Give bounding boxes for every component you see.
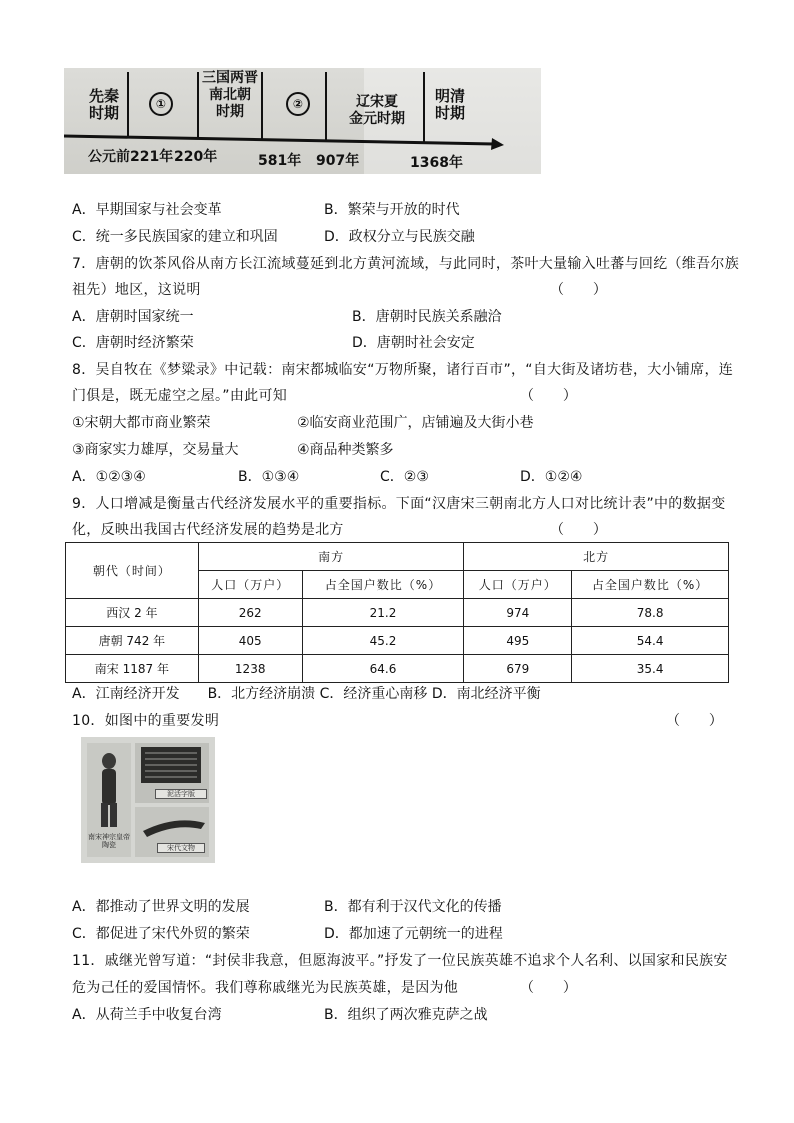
q7-option-c: C．唐朝时经济繁荣 [72, 335, 194, 351]
header-north-pop: 人口（万户） [464, 571, 572, 599]
period-ming-qing: 明清 时期 [434, 87, 465, 122]
header-south: 南方 [198, 543, 464, 571]
q11-stem-line2: 危为己任的爱国情怀。我们尊称戚继光为民族英雄，是因为他 [72, 980, 459, 996]
q7-stem-line1: 7．唐朝的饮茶风俗从南方长江流域蔓延到北方黄河流域，与此同时，茶叶大量输入吐蕃与回纥（维吾尔族 [72, 256, 740, 272]
period-liao-song: 辽宋夏 金元时期 [349, 94, 405, 127]
q8-answer-bracket: （ ） [520, 388, 578, 404]
header-dynasty: 朝代（时间） [66, 543, 199, 599]
cell-dynasty: 西汉 2 年 [66, 599, 199, 627]
q8-option-d: D．①②④ [520, 469, 583, 485]
q11-option-a: A．从荷兰手中收复台湾 [72, 1007, 222, 1023]
year-221bc: 公元前221年 [88, 149, 174, 165]
q9-stem-line2: 化，反映出我国古代经济发展的趋势是北方 [72, 522, 344, 538]
cell-dynasty: 南宋 1187 年 [66, 655, 199, 683]
cell-south-pop: 405 [198, 627, 302, 655]
cell-north-pop: 679 [464, 655, 572, 683]
cell-north-pop: 974 [464, 599, 572, 627]
population-table [65, 542, 729, 683]
q7-stem-line2: 祖先）地区，这说明 [72, 282, 201, 298]
q9-options: A．江南经济开发 B．北方经济崩溃 C．经济重心南移 D．南北经济平衡 [72, 686, 541, 702]
compass-panel [135, 807, 209, 857]
q8-stem-line1: 8．吴自牧在《梦粱录》中记载：南宋都城临安“万物所聚，诸行百市”，“自大街及诸坊巷，大小铺席，连 [72, 362, 734, 378]
q6-option-d: D．政权分立与民族交融 [324, 229, 475, 245]
period-blank-1: ① [149, 92, 173, 116]
q10-option-b: B．都有利于汉代文化的传播 [324, 899, 502, 915]
q10-option-c: C．都促进了宋代外贸的繁荣 [72, 926, 250, 942]
period-pre-qin: 先秦 时期 [88, 87, 119, 122]
figurine-icon [87, 743, 131, 833]
cell-north-pop: 495 [464, 627, 572, 655]
q11-option-b: B．组织了两次雅克萨之战 [324, 1007, 488, 1023]
compass-icon [135, 807, 209, 841]
q8-statement-3: ③商家实力雄厚，交易量大 [72, 442, 239, 458]
figurine-caption: 南宋神宗皇帝 陶瓷 [88, 833, 130, 849]
timeline-image [64, 68, 541, 174]
q8-option-c: C．②③ [380, 469, 429, 485]
q8-statement-2: ②临安商业范围广，店铺遍及大街小巷 [297, 415, 534, 431]
cell-north-ratio: 78.8 [572, 599, 729, 627]
q8-option-b: B．①③④ [238, 469, 300, 485]
cell-south-ratio: 64.6 [302, 655, 464, 683]
header-north-ratio: 占全国户数比（%） [572, 571, 729, 599]
table-header-row [66, 543, 729, 571]
q8-statement-4: ④商品种类繁多 [297, 442, 394, 458]
year-1368: 1368年 [410, 155, 463, 171]
figurine-panel [87, 743, 131, 857]
q7-answer-bracket: （ ） [550, 282, 608, 298]
q10-stem: 10．如图中的重要发明 [72, 713, 220, 729]
table-row [66, 599, 729, 627]
year-907: 907年 [316, 153, 360, 169]
printing-block-icon [135, 743, 209, 787]
q7-option-b: B．唐朝时民族关系融洽 [352, 309, 502, 325]
cell-south-pop: 1238 [198, 655, 302, 683]
cell-south-pop: 262 [198, 599, 302, 627]
inventions-photo [81, 737, 215, 863]
table-row [66, 627, 729, 655]
q9-answer-bracket: （ ） [550, 522, 608, 538]
cell-south-ratio: 45.2 [302, 627, 464, 655]
cell-north-ratio: 54.4 [572, 627, 729, 655]
compass-caption: 宋代文物 [157, 843, 205, 853]
printing-caption: 泥活字版 [155, 789, 207, 799]
year-581: 581年 [258, 153, 302, 169]
table-row [66, 655, 729, 683]
q10-answer-bracket: （ ） [666, 713, 724, 729]
header-south-ratio: 占全国户数比（%） [302, 571, 464, 599]
q6-option-b: B．繁荣与开放的时代 [324, 202, 460, 218]
header-south-pop: 人口（万户） [198, 571, 302, 599]
q6-option-c: C．统一多民族国家的建立和巩固 [72, 229, 278, 245]
q8-stem-line2: 门俱是，既无虚空之屋。”由此可知 [72, 388, 288, 404]
header-north: 北方 [464, 543, 729, 571]
cell-north-ratio: 35.4 [572, 655, 729, 683]
printing-panel [135, 743, 209, 803]
cell-dynasty: 唐朝 742 年 [66, 627, 199, 655]
q9-stem-line1: 9．人口增减是衡量古代经济发展水平的重要指标。下面“汉唐宋三朝南北方人口对比统计表”中的数据变 [72, 496, 726, 512]
q10-option-a: A．都推动了世界文明的发展 [72, 899, 250, 915]
q7-option-d: D．唐朝时社会安定 [352, 335, 475, 351]
q8-statement-1: ①宋朝大都市商业繁荣 [72, 415, 211, 431]
q8-option-a: A．①②③④ [72, 469, 146, 485]
period-three-kingdoms: 三国两晋 南北朝 时期 [202, 70, 258, 120]
cell-south-ratio: 21.2 [302, 599, 464, 627]
q7-option-a: A．唐朝时国家统一 [72, 309, 194, 325]
period-blank-2: ② [286, 92, 310, 116]
q11-stem-line1: 11．戚继光曾写道：“封侯非我意，但愿海波平。”抒发了一位民族英雄不追求个人名利、以国家和民族安 [72, 953, 728, 969]
q6-option-a: A．早期国家与社会变革 [72, 202, 222, 218]
year-220: 220年 [174, 149, 218, 165]
q10-option-d: D．都加速了元朝统一的进程 [324, 926, 503, 942]
q11-answer-bracket: （ ） [520, 980, 578, 996]
